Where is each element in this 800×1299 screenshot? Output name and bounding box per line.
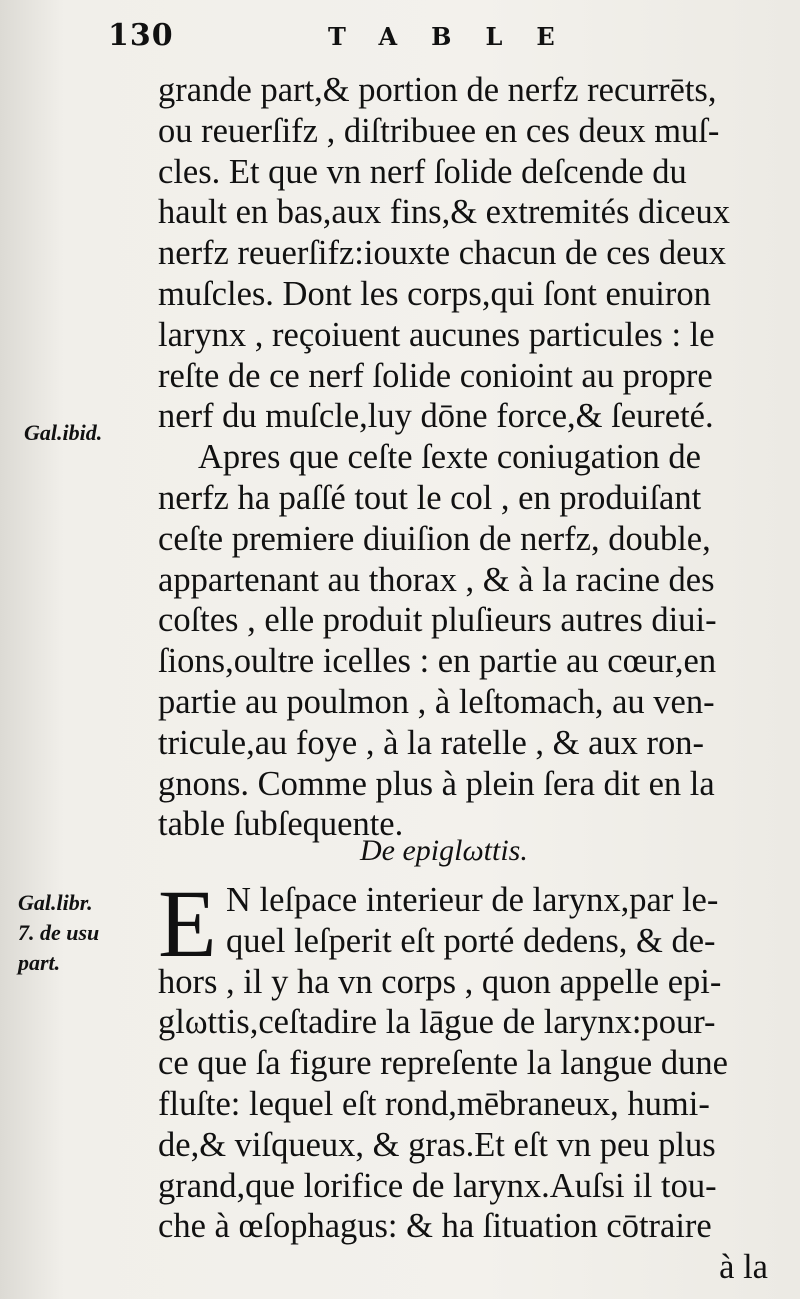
text-line: glωttis,ceſtadire la lāgue de larynx:pour- [158, 1003, 716, 1042]
text-line: fluſte: lequel eſt rond,mēbraneux, humi- [158, 1084, 710, 1123]
text-line: gnons. Comme plus à plein ſera dit en la [158, 764, 715, 803]
margin-note-line: Gal.libr. [18, 890, 93, 915]
page-number: 130 [108, 18, 174, 53]
text-line: appartenant au thorax , & à la racine des [158, 560, 715, 599]
drop-cap: E [158, 870, 217, 977]
text-line: à la [719, 1248, 768, 1287]
margin-note-gal-ibid: Gal.ibid. [24, 420, 103, 445]
text-line: table ſubſequente. [158, 805, 404, 844]
text-line: quel leſperit eſt porté dedens, & de- [226, 921, 716, 960]
section-text [158, 870, 768, 1288]
text-line: grand,que lorifice de larynx.Auſsi il tou- [158, 1166, 717, 1205]
text-line: ſions,oultre icelles : en partie au cœur,en [158, 642, 717, 681]
text-line: grande part,& portion de nerfz recurrēts, [158, 71, 717, 109]
body-text [158, 70, 768, 845]
text-line: ceſte premiere diuiſion de nerfz, double, [158, 519, 711, 558]
margin-note-line: 7. de usu [18, 920, 100, 945]
text-line: ce que ſa figure repreſente la langue dune [158, 1044, 728, 1083]
text-line: reſte de ce nerf ſolide conioint au propre [158, 356, 713, 395]
margin-note-gal-libr [18, 888, 99, 978]
text-line: hault en bas,aux fins,& extremités diceux [158, 193, 730, 232]
text-line: Apres que ceſte ſexte coniugation de [198, 438, 701, 477]
text-line: nerfz ha paſſé tout le col , en produiſant [158, 478, 702, 517]
running-title: TABLE [328, 22, 589, 51]
text-line: ou reuerſifz , diſtribuee en ces deux muſ- [158, 111, 720, 150]
section-heading: De epiglωttis. [360, 834, 528, 867]
text-line: tricule,au foye , à la ratelle , & aux ron- [158, 723, 705, 762]
text-line: larynx , reçoiuent aucunes particules : le [158, 315, 715, 354]
page-header [0, 14, 800, 54]
text-line: coſtes , elle produit pluſieurs autres diui- [158, 601, 717, 640]
text-line: N leſpace interieur de larynx,par le- [226, 881, 719, 919]
text-line: nerfz reuerſifz:iouxte chacun de ces deux [158, 234, 726, 273]
text-line: nerf du muſcle,luy dōne force,& ſeureté. [158, 397, 714, 436]
text-line: che à œſophagus: & ha ſituation cōtraire [158, 1207, 712, 1246]
text-line: de,& viſqueux, & gras.Et eſt vn peu plus [158, 1125, 716, 1164]
text-line: partie au poulmon , à leſtomach, au ven- [158, 682, 715, 721]
text-line: cles. Et que vn nerf ſolide deſcende du [158, 152, 687, 191]
text-line: muſcles. Dont les corps,qui ſont enuiron [158, 274, 711, 313]
text-line: hors , il y ha vn corps , quon appelle epi- [158, 962, 722, 1001]
margin-note-line: part. [18, 950, 61, 975]
